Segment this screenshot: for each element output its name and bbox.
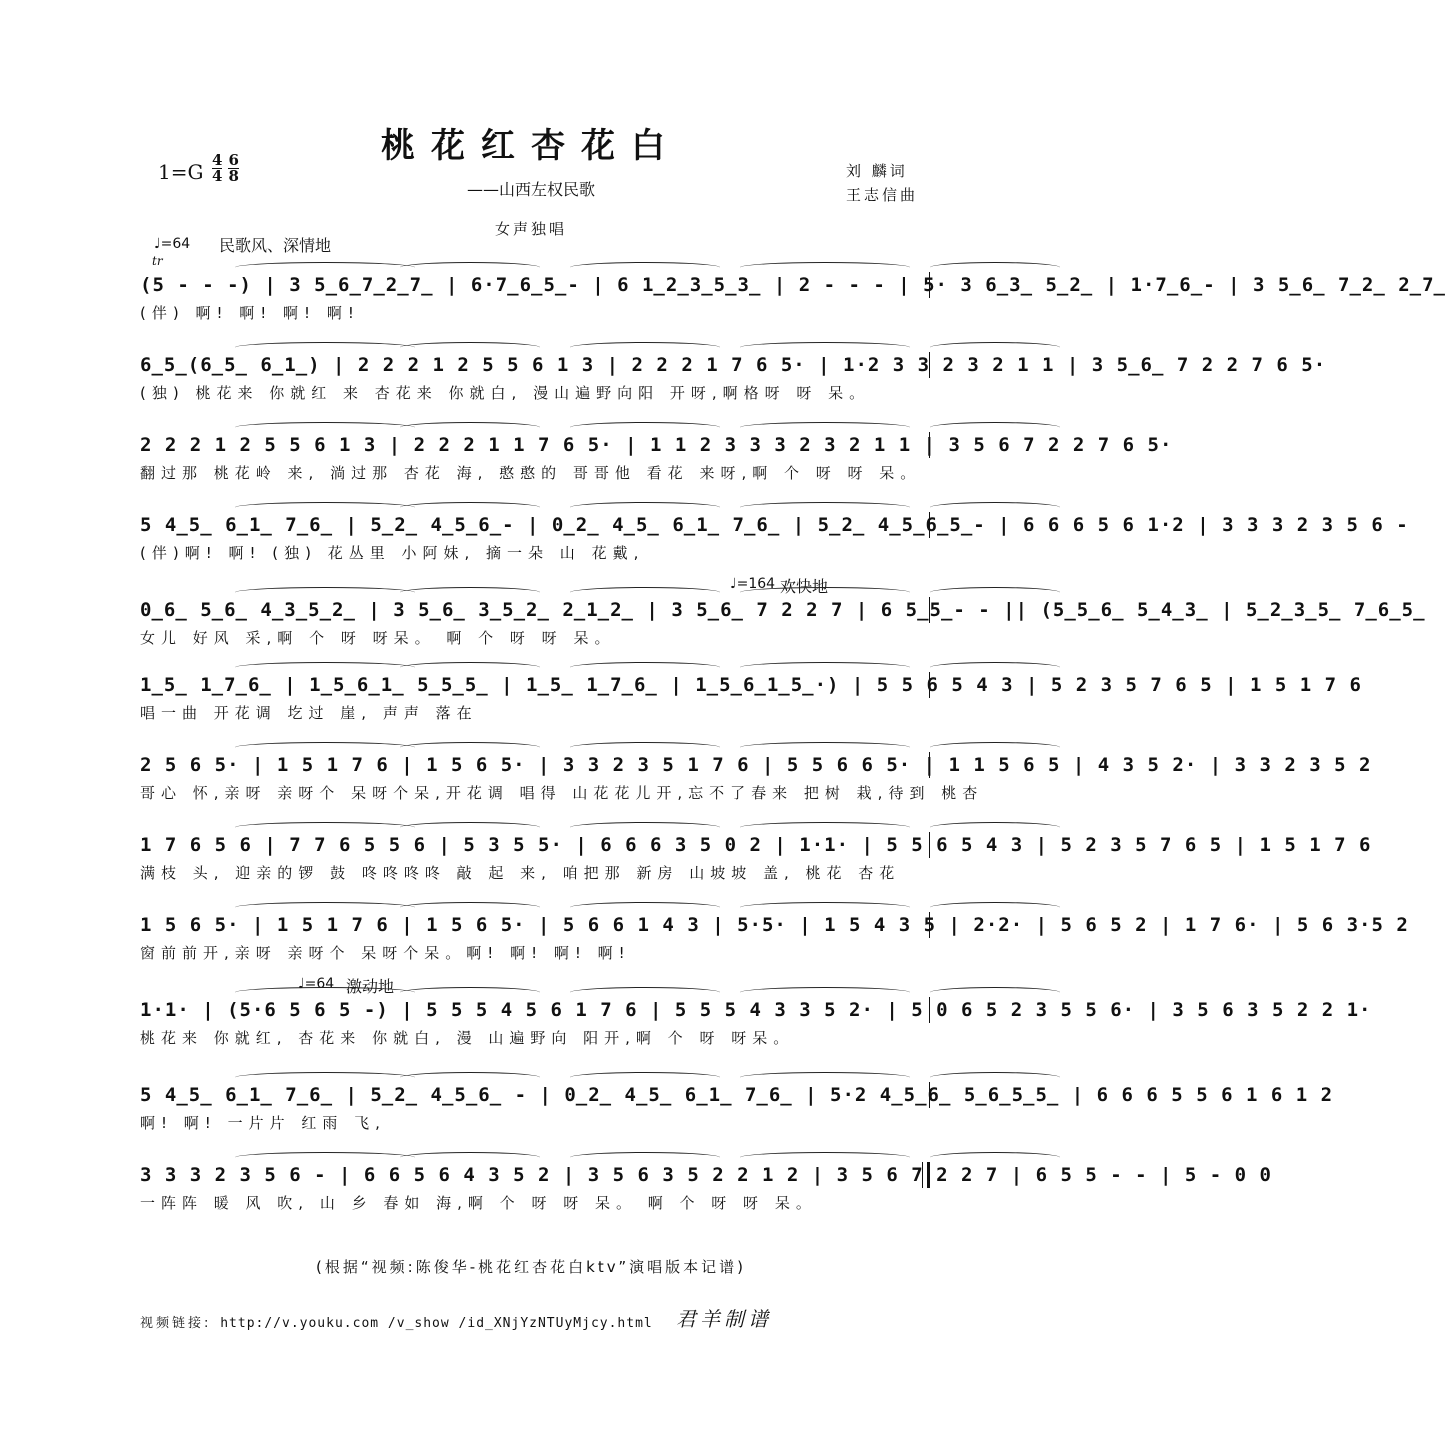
slur-arc [570,342,720,353]
slur-arc [235,1152,415,1163]
slur-arc [930,1152,1060,1163]
slur-arc [235,422,415,433]
slur-arc [400,422,540,433]
slur-arc [930,662,1060,673]
slur-arc [400,987,540,998]
song-subtitle: ——山西左权民歌 [466,180,595,199]
lyric-line: 一阵阵 暖 风 吹, 山 乡 春如 海,啊 个 呀 呀 呆。 啊 个 呀 呀 呆。 [140,1194,817,1212]
slur-arc [235,587,415,598]
lyric-line: 满枝 头, 迎亲的锣 鼓 咚咚咚咚 敲 起 来, 咱把那 新房 山坡坡 盖, 桃花 杏花 [140,864,901,882]
slur-arc [930,342,1060,353]
tempo-mark-1: ♩=64 [154,236,191,252]
tempo-word-2: 欢快地 [780,577,829,596]
slur-arc [740,742,910,753]
barline [929,912,930,938]
lyric-line: 啊! 啊! 一片片 红雨 飞, [140,1114,386,1132]
slur-arc [930,902,1060,913]
lyricist-credit: 刘 麟词 [846,162,908,180]
slur-arc [570,822,720,833]
lyric-line: 翻过那 桃花岭 来, 淌过那 杏花 海, 憨憨的 哥哥他 看花 来呀,啊 个 呀 呀 呆。 [140,464,922,482]
barline [929,832,930,858]
notation-line: 1·1· | (5·6 5 6 5 -) | 5 5 5 4 5 6 1 7 6 | 5 5 5 4 3 3 5 2· | 5 0 6 5 2 3 5 5 6· | 3 5 6 3 5 2 2 1· [140,997,930,1023]
tempo-word-3: 激动地 [346,977,395,996]
slur-arc [400,262,540,273]
key-signature: 1=G [158,160,204,184]
barline [929,1082,930,1108]
slur-arc [570,987,720,998]
lyric-line: (伴)啊! 啊! (独) 花丛里 小阿妹, 摘一朵 山 花戴, [140,544,645,562]
slur-arc [570,1152,720,1163]
lyric-line: 窗前前开,亲呀 亲呀个 呆呀个呆。啊! 啊! 啊! 啊! [140,944,631,962]
slur-arc [570,587,720,598]
notation-line: 2 5 6 5· | 1 5 1 7 6 | 1 5 6 5· | 3 3 2 3 5 1 7 6 | 5 5 6 6 5· | 1 1 5 6 5 | 4 3 5 2· | 3 3 2 3 5 2 [140,752,930,778]
slur-arc [400,822,540,833]
slur-arc [235,662,415,673]
slur-arc [400,742,540,753]
trill-mark: tr [152,254,163,268]
notation-line: 1 5 6 5· | 1 5 1 7 6 | 1 5 6 5· | 5 6 6 1 4 3 | 5·5· | 1 5 4 3 5 | 2·2· | 5 6 5 2 | 1 7 6· | 5 6 3·5 2 [140,912,930,938]
slur-arc [740,987,910,998]
slur-arc [235,1072,415,1083]
slur-arc [570,262,720,273]
barline [929,672,930,698]
barline [929,272,930,298]
time-signature-6-8: $\frac{6}{8}$ [228,151,239,185]
slur-arc [930,822,1060,833]
slur-arc [400,1072,540,1083]
slur-arc [930,987,1060,998]
slur-arc [740,502,910,513]
notation-line: 5 4̲5̲ 6̲1̲ 7̲6̲ | 5̲2̲ 4̲5̲6̲- | 0̲2̲ 4̲5̲ 6̲1̲ 7̲6̲ | 5̲2̲ 4̲5̲6̲5̲- | 6 6 6 5 6 1·2 | 3 3 3 2 3 5 6 - [140,512,930,538]
lyric-line: (伴) 啊! 啊! 啊! 啊! [140,304,360,322]
slur-arc [235,987,415,998]
slur-arc [570,502,720,513]
notation-line: 5 4̲5̲ 6̲1̲ 7̲6̲ | 5̲2̲ 4̲5̲6̲ - | 0̲2̲ 4̲5̲ 6̲1̲ 7̲6̲ | 5·2 4̲5̲6̲ 5̲6̲5̲5̲ | 6 6 6 5 5 6 1 6 1 2 [140,1082,930,1108]
barline [929,512,930,538]
performance-style: 女声独唱 [494,220,567,238]
lyric-line: 女儿 好风 采,啊 个 呀 呀呆。 啊 个 呀 呀 呆。 [140,629,616,647]
slur-arc [930,1072,1060,1083]
slur-arc [930,742,1060,753]
slur-arc [400,1152,540,1163]
notation-line: 1̲5̲ 1̲7̲6̲ | 1̲5̲6̲1̲ 5̲5̲5̲ | 1̲5̲ 1̲7̲6̲ | 1̲5̲6̲1̲5̲·) | 5 5 6 5 4 3 | 5 2 3 5 7 6 5 | 1 5 1 7 6 [140,672,930,698]
slur-arc [400,587,540,598]
tempo-mark-3: ♩=64 [298,976,335,992]
slur-arc [570,1072,720,1083]
barline [929,432,930,458]
slur-arc [740,587,910,598]
song-title: 桃花红杏花白 [381,126,681,166]
notation-line: 6̲5̲(6̲5̲ 6̲1̲) | 2 2 2 1 2 5 5 6 1 3 | 2 2 2 1 7 6 5· | 1·2 3 3 2 3 2 1 1 | 3 5̲6̲ 7 2 2 7 6 5· [140,352,930,378]
source-note: (根据“视频:陈俊华-桃花红杏花白ktv”演唱版本记谱) [316,1258,746,1276]
composer-credit: 王志信曲 [846,186,919,204]
slur-arc [235,742,415,753]
lyric-line: 哥心 怀,亲呀 亲呀个 呆呀个呆,开花调 唱得 山花花儿开,忘不了春来 把树 栽,待到 桃杏 [140,784,984,802]
slur-arc [740,1072,910,1083]
notation-line: 2 2 2 1 2 5 5 6 1 3 | 2 2 2 1 1 7 6 5· | 1 1 2 3 3 3 2 3 2 1 1 | 3 5 6 7 2 2 7 6 5· [140,432,930,458]
notation-line: 1 7 6 5 6 | 7 7 6 5 5 6 | 5 3 5 5· | 6 6 6 3 5 0 2 | 1·1· | 5 5 6 5 4 3 | 5 2 3 5 7 6 5 | 1 5 1 7 6 [140,832,930,858]
slur-arc [235,262,415,273]
video-link-url[interactable]: http://v.youku.com /v_show /id_XNjYzNTUyMjcy.html [220,1316,653,1331]
video-link-label: 视频链接: [140,1316,212,1331]
slur-arc [400,902,540,913]
slur-arc [740,422,910,433]
slur-arc [235,342,415,353]
time-signature-4-4: $\frac{4}{4}$ [212,151,223,185]
barline [929,597,930,623]
slur-arc [400,342,540,353]
slur-arc [400,662,540,673]
lyric-line: 唱一曲 开花调 圪过 崖, 声声 落在 [140,704,478,722]
slur-arc [235,502,415,513]
slur-arc [740,662,910,673]
lyric-line: (独) 桃花来 你就红 来 杏花来 你就白, 漫山遍野向阳 开呀,啊格呀 呀 呆。 [140,384,871,402]
notation-line: (5 - - -) | 3 5̲6̲7̲2̲7̲ | 6·7̲6̲5̲- | 6 1̲2̲3̲5̲3̲ | 2 - - - | 5· 3 6̲3̲ 5̲2̲ | 1·7̲6̲- | 3 5̲6̲ 7̲2̲ 2̲7̲ [140,272,930,298]
barline [929,997,930,1023]
slur-arc [235,902,415,913]
lyric-line: 桃花来 你就红, 杏花来 你就白, 漫 山遍野向 阳开,啊 个 呀 呀呆。 [140,1029,795,1047]
slur-arc [740,902,910,913]
slur-arc [570,742,720,753]
barline [929,752,930,778]
tempo-word-1: 民歌风、深情地 [219,236,332,255]
slur-arc [570,422,720,433]
arranger-stamp: 君羊制谱 [676,1307,772,1331]
notation-line: 0̲6̲ 5̲6̲ 4̲3̲5̲2̲ | 3 5̲6̲ 3̲5̲2̲ 2̲1̲2̲ | 3 5̲6̲ 7 2 2 7 | 6 5̲5̲- - || (5̲5̲6̲ 5̲4̲3̲ | 5̲2̲3̲5̲ 7̲6̲5̲ [140,597,930,623]
video-link-line [140,1312,653,1331]
slur-arc [740,1152,910,1163]
slur-arc [740,262,910,273]
final-barline [922,1162,930,1188]
slur-arc [930,262,1060,273]
barline [929,352,930,378]
slur-arc [740,342,910,353]
notation-line: 3 3 3 2 3 5 6 - | 6 6 5 6 4 3 5 2 | 3 5 6 3 5 2 2 1 2 | 3 5 6 7 2 2 7 | 6 5 5 - - | 5 - 0 0 [140,1162,930,1188]
slur-arc [930,422,1060,433]
slur-arc [740,822,910,833]
slur-arc [235,822,415,833]
slur-arc [570,662,720,673]
slur-arc [930,502,1060,513]
slur-arc [570,902,720,913]
tempo-mark-2: ♩=164 [730,576,776,592]
slur-arc [400,502,540,513]
slur-arc [930,587,1060,598]
